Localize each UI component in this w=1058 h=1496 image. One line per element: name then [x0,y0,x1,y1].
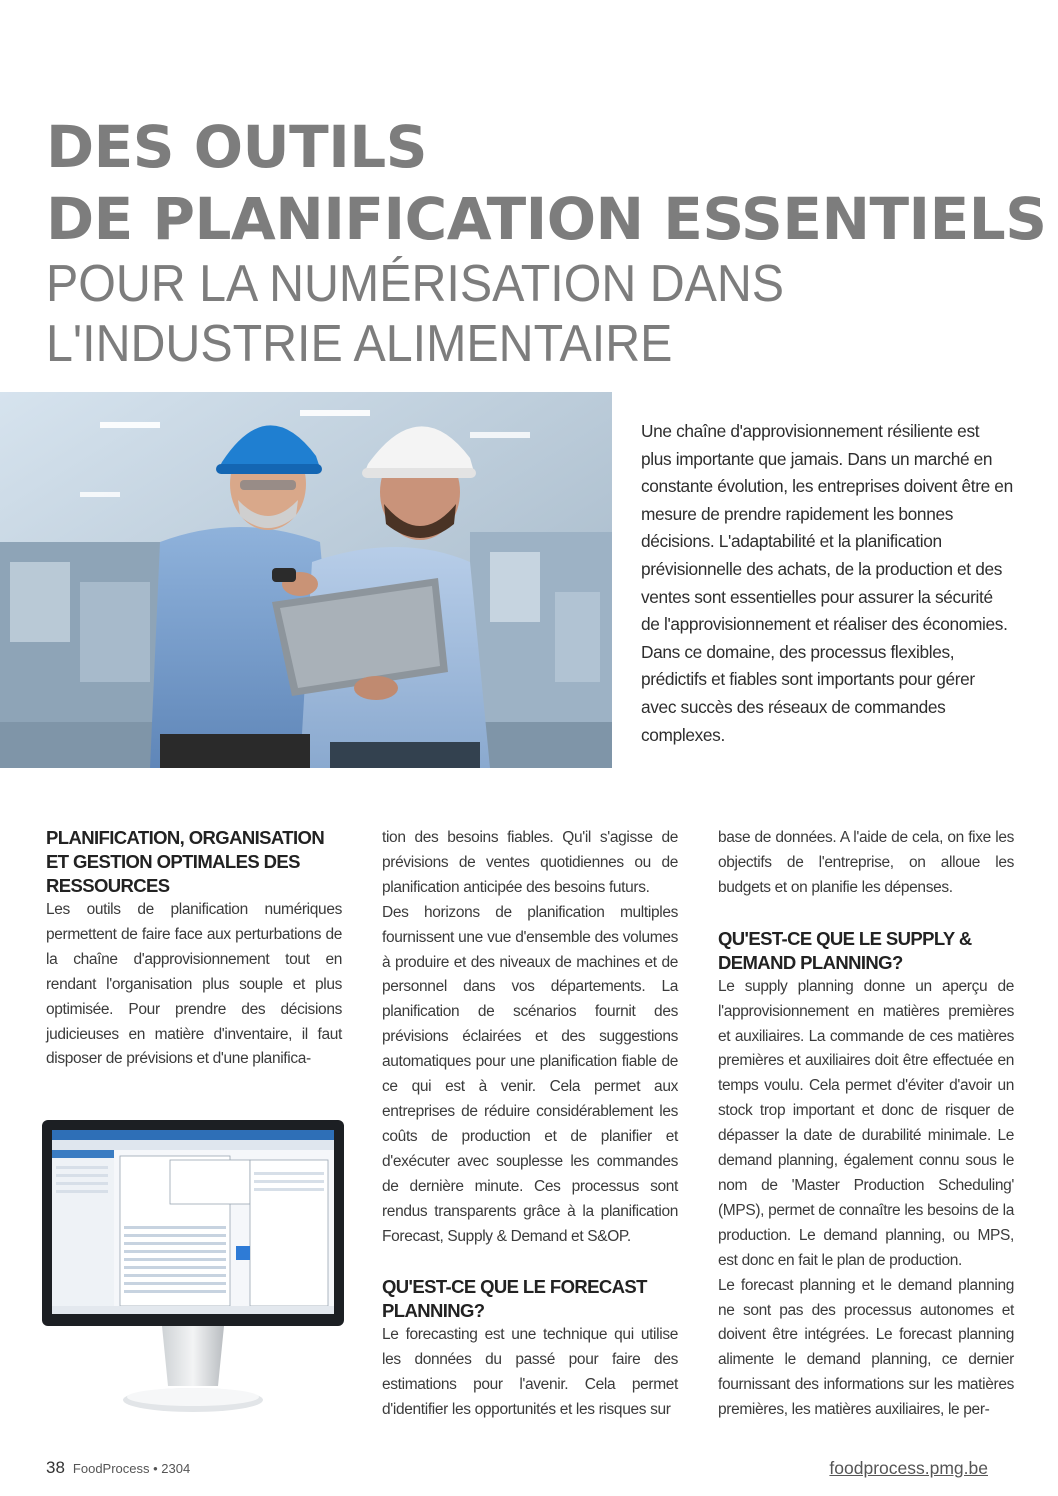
col3-paragraph-2: Le supply planning donne un aperçu de l'approvisionnement en matières premières et auxiliaires. La commande de ces matières premières et auxiliaires doit être effectuée en temps voulu. Cela permet d'éviter d'avoir un stock trop important et donc de risquer de dépasser la date de durabilité minimale. Le demand planning, également connu sous le nom de 'Master Production Scheduling' (MPS), permet de connaître les besoins de la production. Le demand planning, ou MPS, est donc en fait le plan de production. [718,977,1014,1269]
title-bold-line-1: DES OUTILS [46,113,428,181]
heading-forecast-planning: QU'EST-CE QUE LE FORECAST PLANNING? [382,1276,647,1322]
title-light-line-2: L'INDUSTRIE ALIMENTAIRE [46,315,673,373]
title-light-line-1: POUR LA NUMÉRISATION DANS [46,255,785,313]
website-link[interactable]: foodprocess.pmg.be [829,1458,988,1478]
column-3 [718,826,1014,1423]
column-2 [382,826,678,1423]
monitor-software-screenshot [40,1116,346,1422]
heading-planification: PLANIFICATION, ORGANISATION ET GESTION OPTIMALES DES RESSOURCES [46,827,325,896]
monitor-illustration [40,1116,346,1422]
col2-paragraph-1: tion des besoins fiables. Qu'il s'agisse de prévisions de ventes quotidiennes ou de planification anticipée des besoins futurs. [382,829,678,896]
column-1 [46,826,342,1072]
intro-paragraph: Une chaîne d'approvisionnement résiliente est plus importante que jamais. Dans un marché en constante évolution, les entreprises doivent être en mesure de prendre rapidement les bonnes décisions. L'adaptabilité et la planification prévisionnelle des achats, de la production et des ventes sont essentielles pour assurer la sécurité de l'approvisionnement et réaliser des économies. Dans ce domaine, des processus flexibles, prédictifs et fiables sont importants pour gérer avec succès des réseaux de commandes complexes. [641,421,1013,745]
heading-supply-demand-planning: QU'EST-CE QUE LE SUPPLY & DEMAND PLANNING? [718,927,972,973]
col3-paragraph-3: Le forecast planning et le demand planning ne sont pas des processus autonomes et doivent être intégrées. Le forecast planning alimente le demand planning, ce dernier fournissant des informations sur les matières premières, les matières auxiliaires, le per- [718,1276,1014,1419]
hero-photo-illustration [0,392,612,768]
title-bold-line-2: DE PLANIFICATION ESSENTIELS [46,185,1047,253]
magazine-issue: FoodProcess • 2304 [72,1461,191,1476]
col1-paragraph-1: Les outils de planification numériques permettent de faire face aux perturbations de la chaîne d'approvisionnement tout en rendant l'organisation plus souple et plus optimisée. Pour prendre des décisions judicieuses en matière d'inventaire, il faut disposer de prévisions et d'une planifica- [46,901,342,1068]
footer-left [46,1458,190,1478]
col3-paragraph-1: base de données. A l'aide de cela, on fixe les objectifs de l'entreprise, on alloue les budgets et on planifie les dépenses. [718,829,1014,896]
col2-paragraph-2: Des horizons de planification multiples fournissent une vue d'ensemble des volumes à produire et des niveaux de machines et de personnel dans vos départements. La planification de scénarios fournit des prévisions éclairées et des suggestions automatiques pour une planification fiable de ce qui est à venir. Cela permet aux entreprises de réduire considérablement les coûts de production et de planifier et d'exécuter avec souplesse les commandes de dernière minute. Ces processus sont rendus transparents grâce à la planification Forecast, Supply & Demand et S&OP. [382,903,678,1245]
hero-photo-engineers [0,392,612,768]
page-number: 38 [46,1458,65,1477]
col2-paragraph-3: Le forecasting est une technique qui utilise les données du passé pour faire des estimations pour l'avenir. Cela permet d'identifier les opportunités et les risques sur [382,1326,678,1419]
